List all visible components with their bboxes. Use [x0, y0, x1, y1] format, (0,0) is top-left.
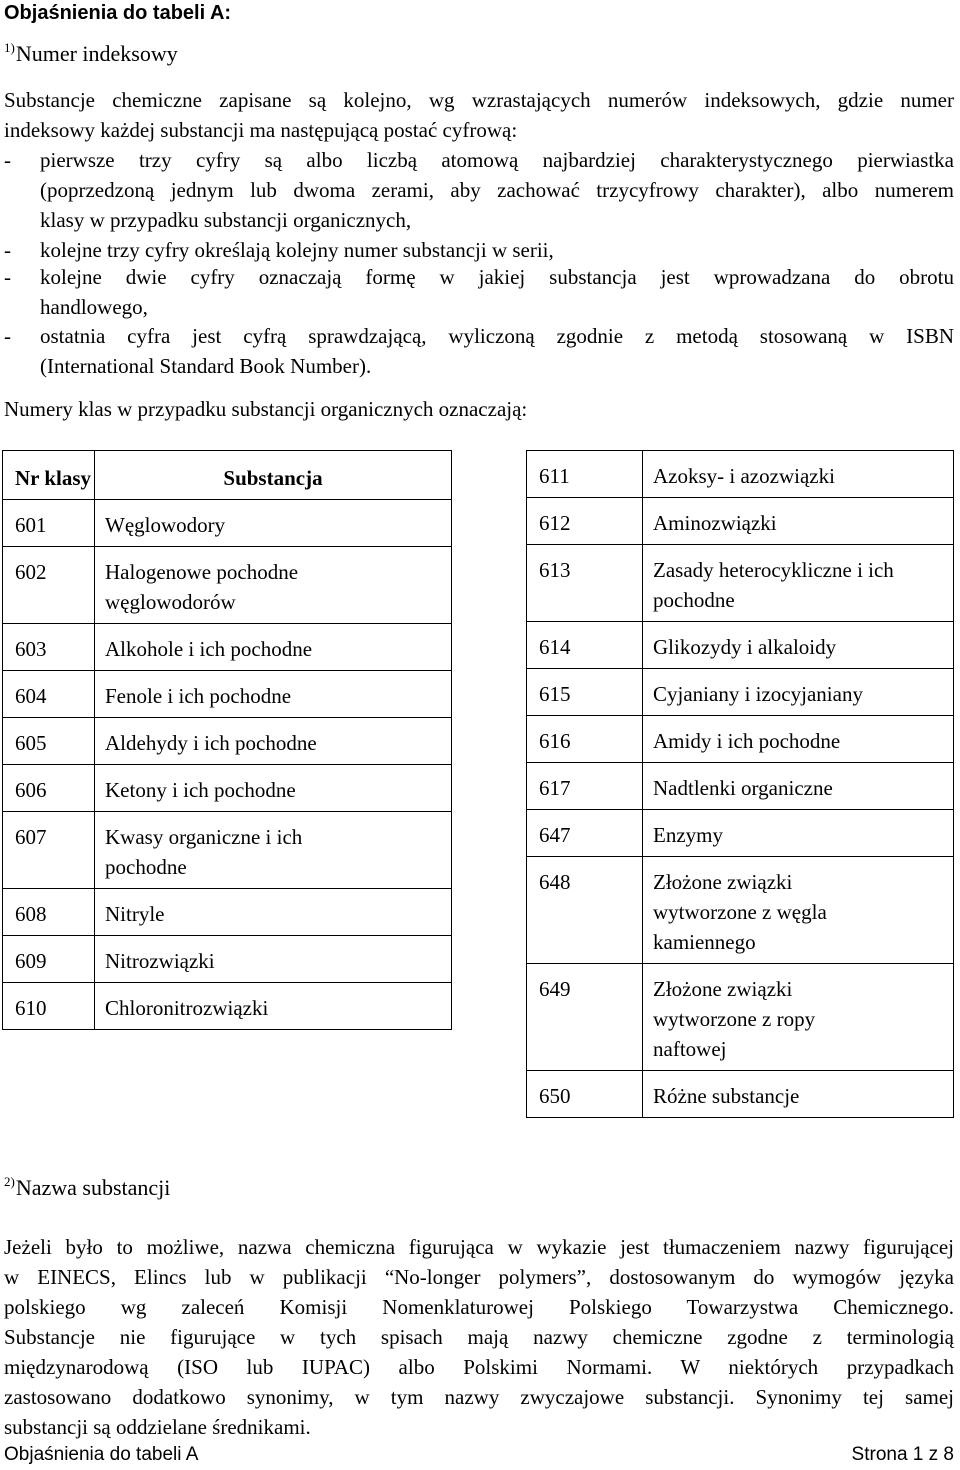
class-number-cell: 613: [527, 545, 643, 622]
substance-cell: [643, 545, 954, 622]
table-row: [3, 671, 452, 718]
substance-line: Fenole i ich pochodne: [105, 684, 292, 708]
table-row: [3, 624, 452, 671]
substance-line: Aldehydy i ich pochodne: [105, 731, 317, 755]
substance-cell: [95, 936, 452, 983]
classes-intro: Numery klas w przypadku substancji organicznych oznaczają:: [4, 397, 528, 421]
table-row: [3, 500, 452, 547]
bullet-item: [4, 321, 954, 381]
table-row: [527, 622, 954, 669]
intro-line: indeksowy każdej substancji ma następującą postać cyfrową:: [4, 118, 518, 142]
intro-line: Substancje chemiczne zapisane są kolejno, wg wzrastających numerów indeksowych, gdzie numer: [4, 88, 954, 112]
bullet-item: [4, 235, 954, 265]
substance-line: Ketony i ich pochodne: [105, 778, 296, 802]
substance-cell: [643, 763, 954, 810]
class-number-cell: 614: [527, 622, 643, 669]
bullet-line: (poprzedzoną jednym lub dwoma zerami, aby zachować trzycyfrowy charakter), albo numerem: [40, 178, 954, 202]
substance-cell: [95, 547, 452, 624]
section-2-title: Nazwa substancji: [15, 1175, 171, 1200]
table-row: [3, 765, 452, 812]
bullet-line: kolejne dwie cyfry oznaczają formę w jakiej substancja jest wprowadzana do obrotu: [40, 265, 954, 289]
section-1-heading: [4, 40, 178, 67]
section-2-paragraph: [4, 1232, 954, 1442]
paragraph-line: Jeżeli było to możliwe, nazwa chemiczna figurująca w wykazie jest tłumaczeniem nazwy figurującej: [4, 1235, 954, 1259]
class-number-cell: 648: [527, 857, 643, 964]
bullet-item: [4, 262, 954, 322]
table-row: [527, 1071, 954, 1118]
substance-cell: [643, 810, 954, 857]
table-row: [3, 936, 452, 983]
class-number-cell: 606: [3, 765, 95, 812]
table-row: [3, 889, 452, 936]
substance-line: Kwasy organiczne i ich: [105, 825, 303, 849]
substance-line: pochodne: [653, 588, 735, 612]
class-number-cell: 602: [3, 547, 95, 624]
header-substance: Substancja: [95, 451, 452, 500]
section-1-intro: [4, 85, 954, 145]
substance-line: Amidy i ich pochodne: [653, 729, 841, 753]
class-number-cell: 605: [3, 718, 95, 765]
paragraph-line: zastosowano dodatkowo synonimy, w tym nazwy zwyczajowe substancji. Synonimy tej samej: [4, 1385, 954, 1409]
substance-cell: [95, 718, 452, 765]
table-row: [527, 763, 954, 810]
substance-line: Złożone związki: [653, 977, 793, 1001]
table-row: [527, 669, 954, 716]
footer-page-number: Strona 1 z 8: [851, 1444, 954, 1465]
paragraph-line: międzynarodową (ISO lub IUPAC) albo Polskimi Normami. W niektórych przypadkach: [4, 1355, 954, 1379]
class-number-cell: 608: [3, 889, 95, 936]
class-number-cell: 650: [527, 1071, 643, 1118]
bullet-dash: -: [4, 324, 11, 348]
substance-line: Nitrozwiązki: [105, 949, 215, 973]
table-header-row: [3, 451, 452, 500]
class-number-cell: 603: [3, 624, 95, 671]
table-row: [3, 983, 452, 1030]
table-row: [527, 498, 954, 545]
bullet-line: klasy w przypadku substancji organicznych,: [40, 208, 412, 232]
substance-cell: [95, 983, 452, 1030]
substance-line: wytworzone z ropy: [653, 1007, 816, 1031]
substance-cell: [643, 451, 954, 498]
paragraph-line: substancji są oddzielane średnikami.: [4, 1415, 311, 1439]
class-number-cell: 610: [3, 983, 95, 1030]
substance-line: Azoksy- i azozwiązki: [653, 464, 835, 488]
substance-cell: [643, 716, 954, 763]
substance-cell: [643, 1071, 954, 1118]
table-row: [527, 545, 954, 622]
class-number-cell: 611: [527, 451, 643, 498]
bullet-line: pierwsze trzy cyfry są albo liczbą atomową najbardziej charakterystycznego pierwiastka: [40, 148, 954, 172]
class-number-cell: 609: [3, 936, 95, 983]
header-class-number: Nr klasy: [3, 451, 95, 500]
substance-cell: [95, 812, 452, 889]
bullet-line: handlowego,: [40, 295, 148, 319]
table-row: [527, 964, 954, 1071]
section-2-heading: [4, 1174, 170, 1201]
bullet-line: ostatnia cyfra jest cyfrą sprawdzającą, wyliczoną zgodnie z metodą stosowaną w ISBN: [40, 324, 954, 348]
section-1-footnote-marker: 1): [4, 40, 15, 55]
paragraph-line: w EINECS, Elincs lub w publikacji “No-longer polymers”, dostosowanym do wymogów języka: [4, 1265, 954, 1289]
substance-line: Złożone związki: [653, 870, 793, 894]
page-title: Objaśnienia do tabeli A:: [4, 2, 232, 24]
class-number-cell: 601: [3, 500, 95, 547]
substance-line: Nitryle: [105, 902, 165, 926]
paragraph-line: Substancje nie figurujące w tych spisach mają nazwy chemiczne zgodne z terminologią: [4, 1325, 954, 1349]
class-number-cell: 616: [527, 716, 643, 763]
substance-line: kamiennego: [653, 930, 756, 954]
substance-line: naftowej: [653, 1037, 727, 1061]
substance-cell: [643, 964, 954, 1071]
substance-line: Cyjaniany i izocyjaniany: [653, 682, 863, 706]
table-row: [3, 547, 452, 624]
substance-cell: [95, 500, 452, 547]
bullet-line: kolejne trzy cyfry określają kolejny numer substancji w serii,: [40, 238, 554, 262]
class-number-cell: 607: [3, 812, 95, 889]
substance-line: Aminozwiązki: [653, 511, 777, 535]
substance-cell: [95, 889, 452, 936]
substance-cell: [643, 669, 954, 716]
table-row: [3, 718, 452, 765]
substance-line: Alkohole i ich pochodne: [105, 637, 313, 661]
table-row: [527, 451, 954, 498]
bullet-dash: -: [4, 265, 11, 289]
bullet-item: [4, 145, 954, 235]
paragraph-line: polskiego wg zaleceń Komisji Nomenklaturowej Polskiego Towarzystwa Chemicznego.: [4, 1295, 954, 1319]
substance-cell: [643, 498, 954, 545]
section-1-title: Numer indeksowy: [15, 41, 178, 66]
bullet-dash: -: [4, 148, 11, 172]
substance-line: Nadtlenki organiczne: [653, 776, 833, 800]
class-number-cell: 615: [527, 669, 643, 716]
substance-line: wytworzone z węgla: [653, 900, 827, 924]
substance-line: Różne substancje: [653, 1084, 800, 1108]
class-number-cell: 647: [527, 810, 643, 857]
substance-line: Enzymy: [653, 823, 723, 847]
class-number-cell: 604: [3, 671, 95, 718]
class-number-cell: 612: [527, 498, 643, 545]
substance-line: Zasady heterocykliczne i ich: [653, 558, 894, 582]
table-row: [527, 810, 954, 857]
bullet-dash: -: [4, 238, 11, 262]
footer-title: Objaśnienia do tabeli A: [4, 1444, 199, 1465]
substance-cell: [643, 857, 954, 964]
class-number-cell: 617: [527, 763, 643, 810]
substance-cell: [643, 622, 954, 669]
substance-cell: [95, 765, 452, 812]
substance-cell: [95, 671, 452, 718]
table-row: [3, 812, 452, 889]
substance-line: Chloronitrozwiązki: [105, 996, 269, 1020]
substance-line: Węglowodory: [105, 513, 226, 537]
class-number-cell: 649: [527, 964, 643, 1071]
substance-line: pochodne: [105, 855, 187, 879]
substance-cell: [95, 624, 452, 671]
section-2-footnote-marker: 2): [4, 1174, 15, 1189]
table-row: [527, 716, 954, 763]
substance-line: węglowodorów: [105, 590, 236, 614]
bullet-line: (International Standard Book Number).: [40, 354, 372, 378]
class-table-left: [2, 450, 452, 1030]
substance-line: Halogenowe pochodne: [105, 560, 299, 584]
substance-line: Glikozydy i alkaloidy: [653, 635, 837, 659]
class-table-right: [526, 450, 954, 1118]
table-row: [527, 857, 954, 964]
